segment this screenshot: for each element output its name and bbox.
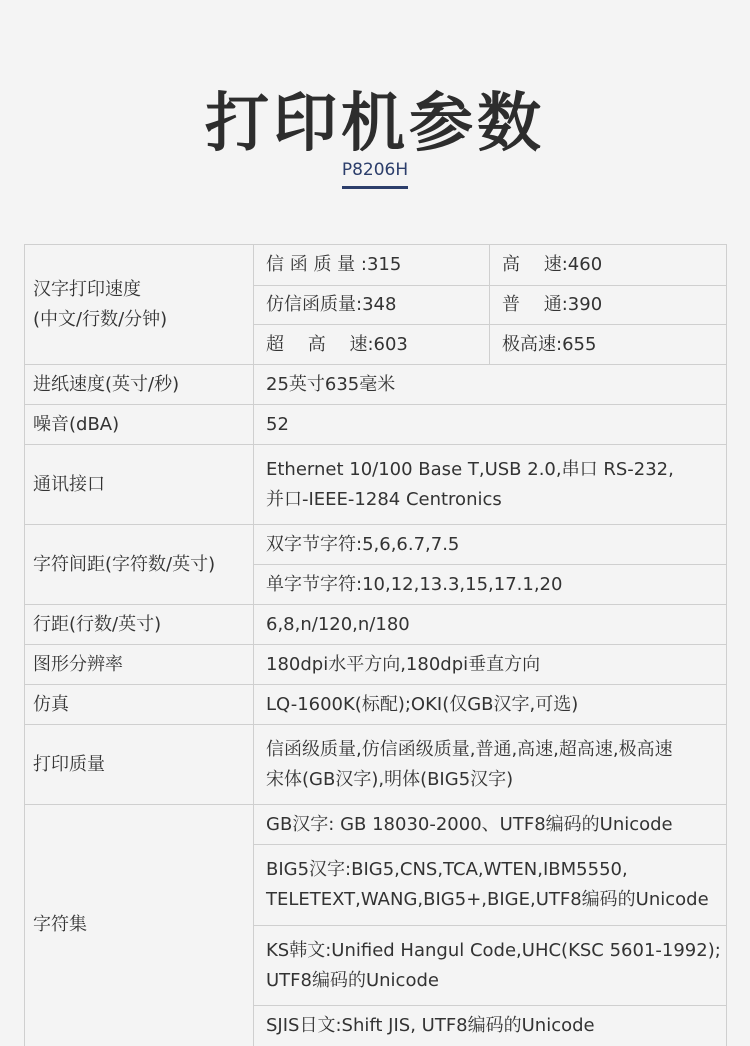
spec-row-quality bbox=[25, 725, 727, 805]
quality-line1: 信函级质量,仿信函级质量,普通,高速,超高速,极高速 bbox=[266, 738, 673, 760]
interface-line2: 并口-IEEE-1284 Centronics bbox=[266, 488, 502, 510]
speed-extreme: 极高速:655 bbox=[490, 325, 727, 365]
spec-value-line-pitch: 6,8,n/120,n/180 bbox=[254, 605, 727, 645]
speed-near-letter-quality: 仿信函质量:348 bbox=[254, 286, 490, 325]
char-pitch-double-byte: 双字节字符:5,6,6.7,7.5 bbox=[254, 525, 727, 565]
spec-label-quality: 打印质量 bbox=[25, 725, 254, 805]
spec-label-line-pitch: 行距(行数/英寸) bbox=[25, 605, 254, 645]
char-pitch-single-byte: 单字节字符:10,12,13.3,15,17.1,20 bbox=[254, 565, 727, 605]
spec-label-resolution: 图形分辨率 bbox=[25, 645, 254, 685]
charset-sjis: SJIS日文:Shift JIS, UTF8编码的Unicode bbox=[254, 1006, 727, 1046]
spec-value-noise: 52 bbox=[254, 405, 727, 445]
charset-ks bbox=[254, 926, 727, 1006]
interface-line1: Ethernet 10/100 Base T,USB 2.0,串口 RS-232, bbox=[266, 458, 674, 480]
spec-value-interface bbox=[254, 445, 727, 525]
ks-line2: UTF8编码的Unicode bbox=[266, 969, 439, 991]
spec-row-speed bbox=[25, 245, 727, 286]
big5-line2: TELETEXT,WANG,BIG5+,BIGE,UTF8编码的Unicode bbox=[266, 889, 709, 910]
spec-row-feed bbox=[25, 365, 727, 405]
spec-row-noise bbox=[25, 405, 727, 445]
spec-row-char-pitch bbox=[25, 525, 727, 565]
charset-gb: GB汉字: GB 18030-2000、UTF8编码的Unicode bbox=[254, 805, 727, 845]
spec-value-resolution: 180dpi水平方向,180dpi垂直方向 bbox=[254, 645, 727, 685]
spec-value-feed: 25英寸635毫米 bbox=[254, 365, 727, 405]
speed-normal: 普 通:390 bbox=[490, 286, 727, 325]
page-title: 打印机参数 bbox=[205, 87, 545, 161]
spec-label-noise: 噪音(dBA) bbox=[25, 405, 254, 445]
model-number: P8206H bbox=[342, 160, 408, 189]
quality-line2: 宋体(GB汉字),明体(BIG5汉字) bbox=[266, 768, 514, 790]
spec-value-quality bbox=[254, 725, 727, 805]
spec-label-interface: 通讯接口 bbox=[25, 445, 254, 525]
spec-label-speed bbox=[25, 245, 254, 365]
spec-row-charset bbox=[25, 805, 727, 845]
charset-big5 bbox=[254, 845, 727, 926]
speed-label-line2: (中文/行数/分钟) bbox=[33, 308, 168, 330]
model-caption bbox=[0, 160, 750, 189]
spec-label-char-pitch: 字符间距(字符数/英寸) bbox=[25, 525, 254, 605]
spec-row-line-pitch bbox=[25, 605, 727, 645]
speed-super-high: 超 高 速:603 bbox=[254, 325, 490, 365]
big5-line1: BIG5汉字:BIG5,CNS,TCA,WTEN,IBM5550, bbox=[266, 859, 628, 880]
speed-letter-quality: 信 函 质 量 :315 bbox=[254, 245, 490, 286]
spec-row-resolution bbox=[25, 645, 727, 685]
speed-high: 高 速:460 bbox=[490, 245, 727, 286]
spec-value-emulation: LQ-1600K(标配);OKI(仅GB汉字,可选) bbox=[254, 685, 727, 725]
spec-label-feed: 进纸速度(英寸/秒) bbox=[25, 365, 254, 405]
spec-row-interface bbox=[25, 445, 727, 525]
spec-label-emulation: 仿真 bbox=[25, 685, 254, 725]
spec-label-charset: 字符集 bbox=[25, 805, 254, 1046]
speed-label-line1: 汉字打印速度 bbox=[33, 278, 141, 300]
spec-row-emulation bbox=[25, 685, 727, 725]
ks-line1: KS韩文:Unified Hangul Code,UHC(KSC 5601-1992); bbox=[266, 939, 721, 961]
spec-table bbox=[24, 244, 727, 1046]
